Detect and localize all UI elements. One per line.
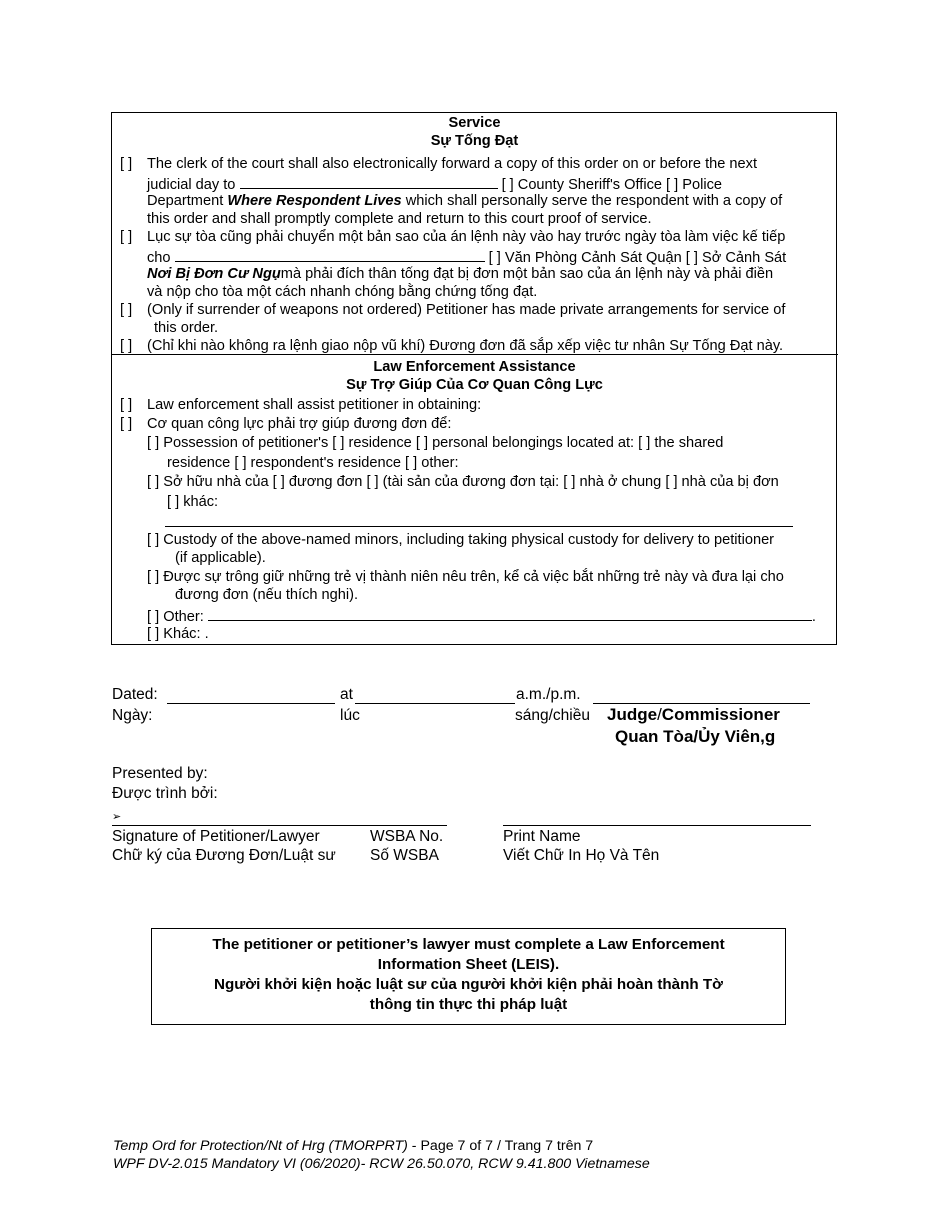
custody-line-1: [ ] Custody of the above-named minors, including taking physical custody for delivery to petitioner (147, 532, 775, 548)
service-item-2-line-2 (147, 247, 786, 265)
checkbox-private-service-vi[interactable]: [ ] (120, 338, 133, 354)
text: Department (147, 193, 224, 209)
checkbox-private-service[interactable]: [ ] (120, 302, 133, 318)
law-title: Law Enforcement Assistance (373, 359, 576, 375)
possession-line-2: residence [ ] respondent's residence [ ] other: (167, 455, 459, 471)
dated-label: Dated: (112, 686, 158, 703)
service-title: Service (448, 115, 501, 131)
petitioner-signature-field[interactable] (112, 825, 447, 826)
page-number: - Page 7 of 7 / Trang 7 trên 7 (407, 1138, 594, 1154)
judge-commissioner-label (607, 706, 780, 724)
ampm-label: a.m./p.m. (516, 686, 581, 703)
checkbox-law-assist[interactable]: [ ] (120, 397, 133, 413)
checkbox-forward-copy-vi[interactable]: [ ] (120, 229, 133, 245)
service-item-2-line-1: Lục sự tòa cũng phải chuyển một bản sao của án lệnh này vào hay trước ngày tòa làm việc kế tiếp (147, 229, 786, 245)
custody-line-2: (if applicable). (175, 550, 266, 566)
service-item-2-line-4: và nộp cho tòa một cách nhanh chóng bằng chứng tống đạt. (147, 284, 538, 300)
custody-vi-line-2: đương đơn (nếu thích nghi). (175, 587, 359, 603)
text: mà phải đích thân tống đạt bị đơn một bản sao của án lệnh này và phải điền (280, 266, 774, 282)
print-name-label-vi: Viết Chữ In Họ Và Tên (503, 847, 660, 864)
text: Commissioner (661, 705, 780, 724)
sang-chieu-label: sáng/chiều (515, 707, 590, 724)
other-line (147, 606, 816, 624)
date-field[interactable] (167, 703, 335, 704)
print-name-label: Print Name (503, 828, 581, 845)
presented-by-label-vi: Được trình bởi: (112, 785, 218, 802)
time-field[interactable] (355, 703, 515, 704)
presented-by-label: Presented by: (112, 765, 208, 782)
text: which shall personally serve the respondent with a copy of (405, 193, 783, 209)
text: / (657, 705, 662, 724)
text: [ ] Văn Phòng Cảnh Sát Quận [ ] Sở Cảnh Sát (488, 250, 787, 266)
service-item-4-line-1: (Chỉ khi nào không ra lệnh giao nộp vũ khí) Đương đơn đã sắp xếp việc tư nhân Sự Tống Đạt này. (147, 338, 784, 354)
notice-line-1: The petitioner or petitioner’s lawyer must complete a Law Enforcement (212, 936, 725, 953)
emphasis-text: Where Respondent Lives (227, 193, 402, 209)
notice-line-2: Information Sheet (LEIS). (377, 956, 560, 973)
text: Judge (607, 705, 658, 724)
checkbox-law-assist-vi[interactable]: [ ] (120, 416, 133, 432)
notice-line-4: thông tin thực thi pháp luật (369, 996, 568, 1013)
footer-form-id: WPF DV-2.015 Mandatory VI (06/2020)- RCW 26.50.070, RCW 9.41.800 Vietnamese (113, 1156, 650, 1172)
judge-signature-field[interactable] (593, 703, 810, 704)
service-item-1-line-1: The clerk of the court shall also electronically forward a copy of this order on or before the next (147, 156, 758, 172)
wsba-label-vi: Số WSBA (370, 847, 439, 864)
other-location-blank[interactable] (165, 526, 793, 527)
text: [ ] County Sheriff's Office [ ] Police (501, 177, 723, 193)
form-title: Temp Ord for Protection/Nt of Hrg (TMORPRT) (113, 1138, 408, 1154)
law-intro-vi: Cơ quan công lực phải trợ giúp đương đơn để: (147, 416, 452, 432)
custody-vi-line-1: [ ] Được sự trông giữ những trẻ vị thành niên nêu trên, kể cả việc bắt những trẻ này và đưa lại cho (147, 569, 784, 585)
checkbox-forward-copy[interactable]: [ ] (120, 156, 133, 172)
service-item-1-line-3 (147, 192, 782, 210)
signature-label: Signature of Petitioner/Lawyer (112, 828, 320, 845)
possession-vi-line-2: [ ] khác: (167, 494, 219, 510)
text: cho (147, 250, 171, 266)
service-item-2-line-3 (147, 265, 773, 283)
possession-line-1: [ ] Possession of petitioner's [ ] residence [ ] personal belongings located at: [ ] the shared (147, 435, 724, 451)
signature-label-vi: Chữ ký của Đương Đơn/Luật sư (112, 847, 336, 864)
service-item-3-line-2: this order. (154, 320, 219, 336)
law-intro: Law enforcement shall assist petitioner in obtaining: (147, 397, 482, 413)
text: judicial day to (147, 177, 236, 193)
at-label: at (340, 686, 353, 703)
text: . (811, 609, 816, 625)
arrow-icon: ➢ (112, 811, 122, 823)
wsba-label: WSBA No. (370, 828, 444, 845)
emphasis-text: Nơi Bị Đơn Cư Ngụ (147, 266, 281, 282)
ngay-label: Ngày: (112, 707, 153, 724)
other-blank[interactable] (208, 606, 812, 621)
footer-line-1 (113, 1138, 593, 1154)
law-title-vi: Sự Trợ Giúp Của Cơ Quan Công Lực (346, 377, 603, 393)
service-item-1-line-4: this order and shall promptly complete and return to this court proof of service. (147, 211, 652, 227)
notice-line-3: Người khởi kiện hoặc luật sư của người khởi kiện phải hoàn thành Tờ (214, 976, 723, 993)
service-title-vi: Sự Tống Đạt (430, 133, 519, 149)
other-vi-line: [ ] Khác: . (147, 626, 209, 642)
possession-vi-line-1: [ ] Sở hữu nhà của [ ] đương đơn [ ] (tài sản của đương đơn tại: [ ] nhà ở chung [ ] nhà của bị đơn (147, 474, 779, 490)
agency-blank-vi[interactable] (175, 247, 485, 262)
service-item-1-line-2 (147, 174, 722, 192)
agency-blank[interactable] (240, 174, 498, 189)
print-name-field[interactable] (503, 825, 811, 826)
luc-label: lúc (340, 707, 360, 724)
text: [ ] Other: (147, 609, 204, 625)
judge-commissioner-label-vi: Quan Tòa/Ủy Viên,g (615, 727, 776, 746)
service-item-3-line-1: (Only if surrender of weapons not ordered) Petitioner has made private arrangements for service of (147, 302, 786, 318)
